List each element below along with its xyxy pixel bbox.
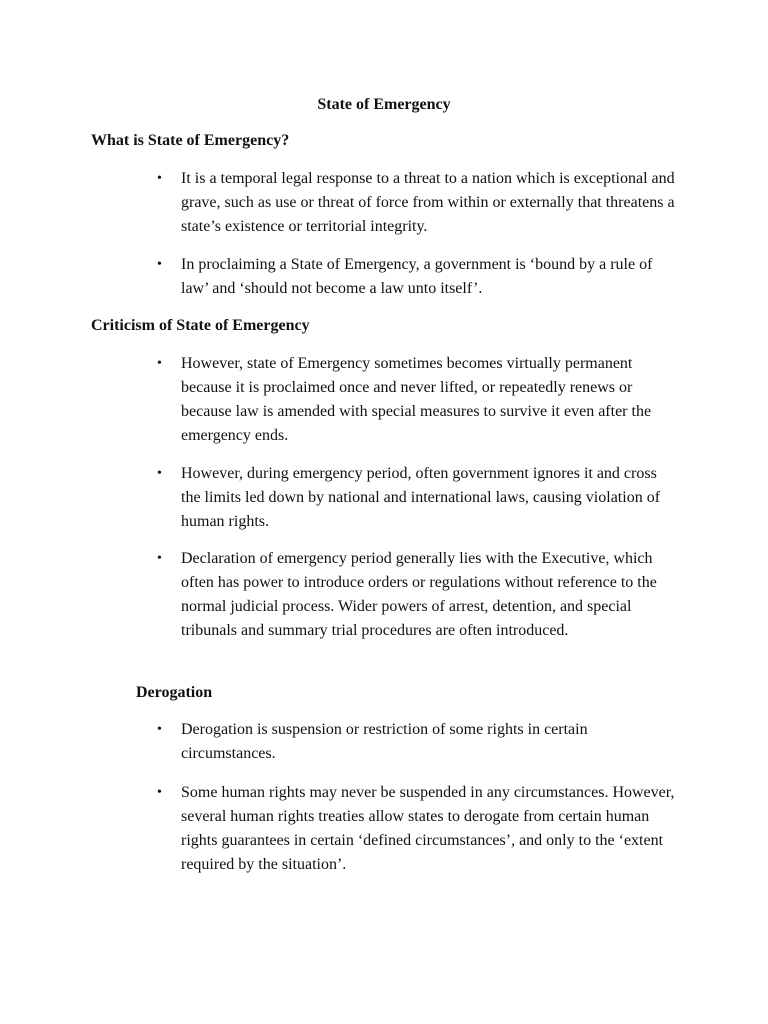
bullet-icon: •	[157, 356, 162, 371]
bullet-icon: •	[157, 722, 162, 737]
bullet-text: However, state of Emergency sometimes becomes virtually permanent because it is proclaimed once and never lifted, or repeatedly renews or because law is amended with special measures to survive it even after the emergency ends.	[181, 355, 652, 444]
bullet-text: However, during emergency period, often government ignores it and cross the limits led down by national and international laws, causing violation of human rights.	[181, 465, 661, 530]
list-item	[136, 718, 696, 766]
bullet-icon: •	[157, 785, 162, 800]
list-item	[136, 253, 696, 301]
bullet-text: Declaration of emergency period generally lies with the Executive, which often has power to introduce orders or regulations without reference to the normal judicial process. Wider powers of arrest, detention, and special tribunals and summary trial procedures are often introduced.	[181, 550, 657, 639]
bullet-icon: •	[157, 551, 162, 566]
bullet-text: Some human rights may never be suspended in any circumstances. However, several human rights treaties allow states to derogate from certain human rights guarantees in certain ‘defined circumstances’, and only to the ‘extent required by the situation’.	[181, 784, 675, 873]
list-item	[136, 167, 696, 239]
bullet-text: In proclaiming a State of Emergency, a government is ‘bound by a rule of law’ and ‘should not become a law unto itself’.	[181, 256, 653, 297]
section-heading-what-is: What is State of Emergency?	[91, 132, 290, 149]
bullet-icon: •	[157, 171, 162, 186]
list-item	[136, 781, 696, 877]
list-item	[136, 352, 696, 448]
list-item	[136, 462, 696, 534]
section-heading-derogation: Derogation	[136, 684, 213, 701]
bullet-text: It is a temporal legal response to a threat to a nation which is exceptional and grave, such as use or threat of force from within or externally that threatens a state’s existence or territorial integrity.	[181, 170, 675, 235]
document-title: State of Emergency	[317, 96, 451, 113]
bullet-text: Derogation is suspension or restriction of some rights in certain circumstances.	[181, 721, 588, 762]
section-heading-criticism: Criticism of State of Emergency	[91, 317, 310, 334]
list-item	[136, 547, 696, 643]
bullet-icon: •	[157, 257, 162, 272]
bullet-icon: •	[157, 466, 162, 481]
